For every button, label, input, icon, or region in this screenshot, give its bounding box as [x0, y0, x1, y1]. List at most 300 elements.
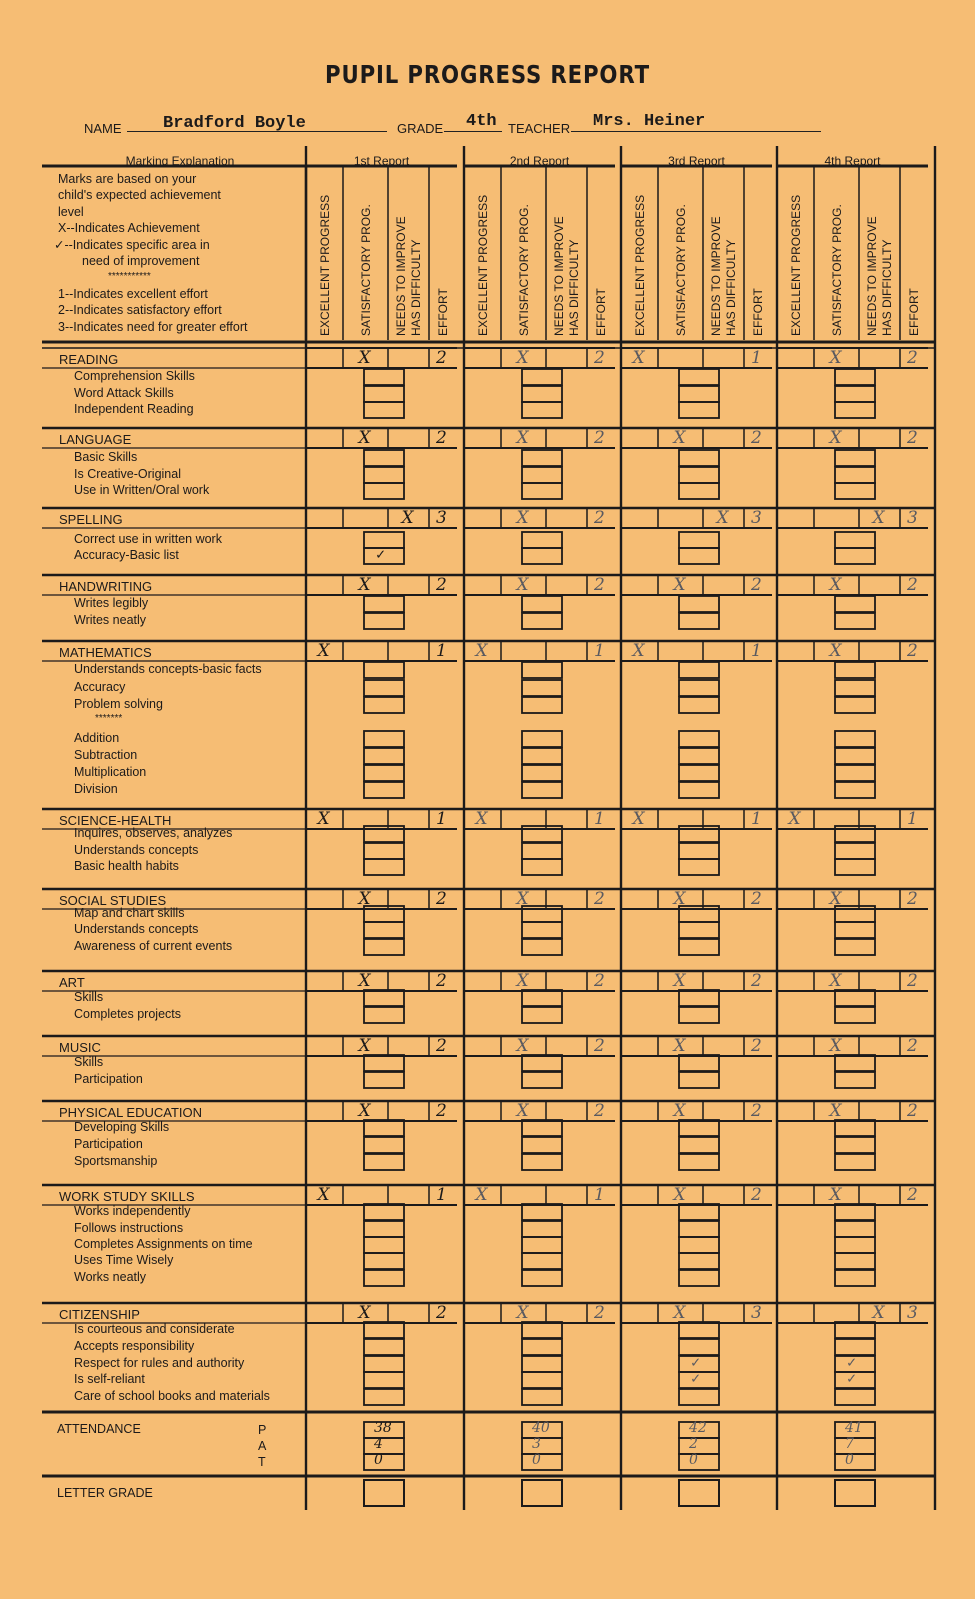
- sub-skill: Comprehension Skills: [74, 369, 195, 383]
- skill-box: [522, 782, 562, 798]
- skill-box: [679, 748, 719, 764]
- skill-box: [835, 748, 875, 764]
- report-mark: 2: [907, 889, 918, 909]
- sub-skill: Sportsmanship: [74, 1154, 158, 1168]
- sub-skill: Participation: [74, 1137, 143, 1151]
- report-mark: X: [829, 1101, 842, 1121]
- skill-box: [364, 697, 404, 713]
- report-mark: 1: [751, 809, 762, 829]
- skill-box: [364, 1154, 404, 1170]
- column-label: EFFORT: [594, 288, 608, 336]
- report-mark: 2: [907, 641, 918, 661]
- attendance-box: [679, 1454, 719, 1470]
- report-mark: 2: [436, 428, 447, 448]
- attendance-value: 0: [845, 1452, 854, 1468]
- skill-box: [364, 1356, 404, 1372]
- report-mark: X: [829, 971, 842, 991]
- report-mark: X: [516, 889, 529, 909]
- report-mark: X: [475, 1185, 488, 1205]
- sub-skill: Developing Skills: [74, 1120, 170, 1134]
- skill-box: [835, 680, 875, 696]
- report-mark: X: [475, 809, 488, 829]
- skill-box: [679, 548, 719, 564]
- marking-line: 2--Indicates satisfactory effort: [58, 303, 222, 318]
- skill-box: [522, 859, 562, 875]
- report-mark: 2: [751, 428, 762, 448]
- letter-grade-box: [679, 1480, 719, 1506]
- report-mark: X: [317, 641, 330, 661]
- sub-skill: Completes Assignments on time: [74, 1237, 253, 1251]
- sub-check-mark: ✓: [691, 1355, 701, 1372]
- skill-box: [522, 402, 562, 418]
- subject-name: HANDWRITING: [59, 579, 153, 594]
- letter-grade-box: [364, 1480, 404, 1506]
- skill-box: [522, 1137, 562, 1153]
- attendance-box: [364, 1438, 404, 1454]
- letter-grade-box: [835, 1480, 875, 1506]
- report-mark: 2: [751, 971, 762, 991]
- skill-box: [522, 748, 562, 764]
- marking-line: 1--Indicates excellent effort: [58, 286, 208, 301]
- skill-box: [679, 369, 719, 385]
- skill-box: [364, 613, 404, 629]
- skill-box: [679, 596, 719, 612]
- sub-skill: Problem solving: [74, 697, 163, 711]
- skill-box: [679, 532, 719, 548]
- column-label: EFFORT: [436, 288, 450, 336]
- report-mark: 1: [436, 1185, 447, 1205]
- teacher-underline: [571, 131, 821, 132]
- report-mark: X: [516, 575, 529, 595]
- skill-box: [679, 939, 719, 955]
- report-mark: 2: [436, 1303, 447, 1323]
- report-mark: X: [516, 348, 529, 368]
- skill-box: [835, 386, 875, 402]
- skill-box: [679, 613, 719, 629]
- skill-box: [364, 1372, 404, 1388]
- skill-box: [835, 1270, 875, 1286]
- report-mark: 2: [594, 1101, 605, 1121]
- sub-skill: Is courteous and considerate: [74, 1322, 235, 1336]
- letter-grade-label: LETTER GRADE: [57, 1486, 153, 1500]
- sub-skill: Respect for rules and authority: [74, 1356, 245, 1370]
- skill-box: [679, 843, 719, 859]
- report-mark: 2: [751, 1101, 762, 1121]
- skill-box: [835, 782, 875, 798]
- skill-box: [522, 1270, 562, 1286]
- column-label: SATISFACTORY PROG.: [673, 204, 688, 336]
- report-mark: X: [516, 1303, 529, 1323]
- skill-box: [679, 1055, 719, 1071]
- marking-line: level: [58, 204, 84, 219]
- attendance-value: 40: [532, 1420, 550, 1436]
- sub-skill: Map and chart skills: [74, 906, 185, 920]
- sub-check-mark: ✓: [376, 547, 386, 564]
- sub-skill: Independent Reading: [74, 402, 194, 416]
- report-mark: 2: [751, 1185, 762, 1205]
- skill-box: [522, 613, 562, 629]
- skill-box: [364, 990, 404, 1006]
- report-mark: X: [829, 428, 842, 448]
- skill-box: [679, 662, 719, 678]
- report-mark: 2: [907, 1036, 918, 1056]
- sub-skill: Use in Written/Oral work: [74, 483, 210, 497]
- skill-box: [522, 1237, 562, 1253]
- report-mark: X: [632, 809, 645, 829]
- skill-box: [679, 1204, 719, 1220]
- subject-name: READING: [59, 352, 119, 367]
- skill-box: [835, 1137, 875, 1153]
- skill-box: [679, 782, 719, 798]
- skill-box: [522, 450, 562, 466]
- skill-box: [835, 859, 875, 875]
- student-name: Bradford Boyle: [163, 114, 306, 133]
- skill-box: [364, 1055, 404, 1071]
- skill-box: [679, 1154, 719, 1170]
- attendance-value: 0: [374, 1452, 383, 1468]
- sub-skill: Accepts responsibility: [74, 1339, 195, 1353]
- sub-skill: Understands concepts-basic facts: [74, 662, 262, 676]
- report-mark: 2: [594, 348, 605, 368]
- subject-name: SOCIAL STUDIES: [59, 893, 167, 908]
- sub-skill: Multiplication: [74, 765, 147, 779]
- skill-box: [522, 990, 562, 1006]
- sub-skill: Basic Skills: [74, 450, 138, 464]
- skill-box: [364, 859, 404, 875]
- column-label: EXCELLENT PROGRESS: [788, 194, 803, 336]
- skill-box: [364, 1137, 404, 1153]
- grade-underline: [444, 131, 502, 132]
- skill-box: [679, 1389, 719, 1405]
- skill-box: [679, 697, 719, 713]
- report-mark: X: [358, 575, 371, 595]
- skill-box: [522, 1154, 562, 1170]
- report-mark: 1: [594, 809, 605, 829]
- column-label: EFFORT: [751, 288, 765, 336]
- column-label: NEEDS TO IMPROVE HAS DIFFICULTY: [551, 216, 581, 336]
- report-mark: 2: [594, 428, 605, 448]
- skill-box: [364, 596, 404, 612]
- marking-line: child's expected achievement: [58, 188, 221, 203]
- skill-box: [835, 939, 875, 955]
- sub-skill: Writes neatly: [74, 613, 147, 627]
- report-mark: 1: [594, 1185, 605, 1205]
- skill-box: [522, 1221, 562, 1237]
- skill-box: [522, 731, 562, 747]
- report-mark: X: [632, 348, 645, 368]
- sub-skill: Is Creative-Original: [74, 467, 181, 481]
- skill-box: [679, 467, 719, 483]
- report-mark: 2: [751, 889, 762, 909]
- sub-skill: Division: [74, 782, 118, 796]
- attendance-value: 41: [845, 1420, 863, 1436]
- attendance-code: T: [258, 1455, 266, 1469]
- report-mark: X: [673, 575, 686, 595]
- skill-box: [522, 1372, 562, 1388]
- marking-line: need of improvement: [82, 254, 200, 269]
- column-label: EXCELLENT PROGRESS: [317, 194, 332, 336]
- skill-box: [364, 1120, 404, 1136]
- report-mark: X: [475, 641, 488, 661]
- subject-name: SCIENCE-HEALTH: [59, 813, 172, 828]
- skill-box: [522, 697, 562, 713]
- report-mark: X: [829, 889, 842, 909]
- skill-box: [522, 765, 562, 781]
- attendance-value: 0: [689, 1452, 698, 1468]
- letter-grade-box: [522, 1480, 562, 1506]
- skill-box: [522, 1389, 562, 1405]
- skill-box: [835, 532, 875, 548]
- report-mark: X: [673, 971, 686, 991]
- skill-box: [364, 731, 404, 747]
- attendance-value: 3: [532, 1436, 541, 1452]
- sub-skill: Works independently: [74, 1204, 191, 1218]
- skill-box: [522, 1055, 562, 1071]
- skill-box: [679, 1137, 719, 1153]
- sub-skill: Subtraction: [74, 748, 138, 762]
- subject-name: MUSIC: [59, 1040, 101, 1055]
- skill-box: [364, 939, 404, 955]
- skill-box: [364, 922, 404, 938]
- report-mark: X: [872, 1303, 885, 1323]
- report-mark: 1: [594, 641, 605, 661]
- attendance-label: ATTENDANCE: [57, 1422, 141, 1436]
- report-mark: 1: [751, 641, 762, 661]
- attendance-value: 7: [845, 1436, 854, 1452]
- skill-box: [522, 1072, 562, 1088]
- attendance-value: 4: [374, 1436, 383, 1452]
- sub-skill: Basic health habits: [74, 859, 179, 873]
- subject-name: MATHEMATICS: [59, 645, 152, 660]
- marking-line: 3--Indicates need for greater effort: [58, 319, 248, 334]
- teacher-label: TEACHER: [508, 121, 571, 136]
- report-mark: X: [673, 889, 686, 909]
- sub-skill: Awareness of current events: [74, 939, 233, 953]
- sub-skill: Inquires, observes, analyzes: [74, 826, 233, 840]
- report-mark: 3: [907, 1303, 918, 1323]
- sub-skill: Completes projects: [74, 1007, 181, 1021]
- grade-value: 4th: [466, 112, 497, 131]
- sub-skill: Care of school books and materials: [74, 1389, 270, 1403]
- report-mark: 2: [436, 889, 447, 909]
- subject-name: LANGUAGE: [59, 432, 132, 447]
- skill-box: [679, 1270, 719, 1286]
- skill-box: [835, 1253, 875, 1269]
- sub-skill: Addition: [74, 731, 120, 745]
- report-mark: X: [829, 348, 842, 368]
- sub-skill: *******: [95, 713, 123, 724]
- skill-box: [679, 1072, 719, 1088]
- report-mark: X: [516, 1101, 529, 1121]
- report-mark: X: [673, 1303, 686, 1323]
- skill-box: [835, 1072, 875, 1088]
- report-mark: X: [673, 1036, 686, 1056]
- skill-box: [522, 662, 562, 678]
- skill-box: [679, 990, 719, 1006]
- skill-box: [364, 1270, 404, 1286]
- report-mark: 2: [436, 1036, 447, 1056]
- report-mark: 1: [436, 809, 447, 829]
- skill-box: [364, 467, 404, 483]
- attendance-value: 2: [689, 1436, 698, 1452]
- report-mark: 2: [907, 1101, 918, 1121]
- name-label: NAME: [84, 121, 122, 136]
- skill-box: [364, 782, 404, 798]
- report-mark: 2: [436, 1101, 447, 1121]
- subject-name: ART: [59, 975, 85, 990]
- sub-skill: Writes legibly: [74, 596, 149, 610]
- report-mark: X: [358, 971, 371, 991]
- skill-box: [522, 532, 562, 548]
- skill-box: [835, 402, 875, 418]
- column-label: EXCELLENT PROGRESS: [475, 194, 490, 336]
- report-mark: 2: [594, 508, 605, 528]
- sub-skill: Correct use in written work: [74, 532, 222, 546]
- report-mark: X: [673, 1101, 686, 1121]
- report-header-1: 1st Report: [353, 154, 410, 168]
- skill-box: [364, 748, 404, 764]
- attendance-box: [364, 1454, 404, 1470]
- attendance-box: [679, 1438, 719, 1454]
- report-mark: X: [358, 889, 371, 909]
- report-mark: X: [673, 428, 686, 448]
- skill-box: [364, 843, 404, 859]
- report-mark: X: [516, 1036, 529, 1056]
- report-mark: 2: [436, 575, 447, 595]
- report-mark: X: [673, 1185, 686, 1205]
- report-mark: X: [317, 1185, 330, 1205]
- report-mark: X: [829, 641, 842, 661]
- marking-explanation: [54, 171, 248, 335]
- skill-box: [522, 548, 562, 564]
- report-header-3: 3rd Report: [668, 154, 725, 168]
- skill-box: [835, 450, 875, 466]
- skill-box: [522, 1120, 562, 1136]
- report-mark: X: [516, 428, 529, 448]
- sub-skill: Skills: [74, 990, 104, 1004]
- skill-box: [364, 1007, 404, 1023]
- column-label: SATISFACTORY PROG.: [358, 204, 373, 336]
- report-mark: X: [358, 1036, 371, 1056]
- report-mark: X: [358, 428, 371, 448]
- skill-box: [364, 765, 404, 781]
- sub-skill: Follows instructions: [74, 1221, 184, 1235]
- skill-box: [835, 922, 875, 938]
- report-mark: 2: [907, 428, 918, 448]
- report-mark: X: [516, 508, 529, 528]
- report-mark: X: [829, 1036, 842, 1056]
- report-mark: 3: [907, 508, 918, 528]
- report-mark: 2: [907, 971, 918, 991]
- report-mark: X: [358, 1303, 371, 1323]
- skill-box: [364, 483, 404, 499]
- subject-name: WORK STUDY SKILLS: [59, 1189, 195, 1204]
- attendance-value: 38: [374, 1420, 392, 1436]
- column-label: SATISFACTORY PROG.: [516, 204, 531, 336]
- report-mark: X: [829, 1185, 842, 1205]
- skill-box: [835, 596, 875, 612]
- skill-box: [835, 843, 875, 859]
- report-mark: 3: [436, 508, 447, 528]
- skill-box: [835, 369, 875, 385]
- sub-skill: Accuracy: [74, 680, 126, 694]
- report-mark: X: [788, 809, 801, 829]
- attendance-value: 0: [532, 1452, 541, 1468]
- skill-box: [522, 1204, 562, 1220]
- attendance-box: [522, 1454, 562, 1470]
- report-mark: X: [358, 348, 371, 368]
- skill-box: [835, 1055, 875, 1071]
- attendance-value: 42: [689, 1420, 707, 1436]
- skill-box: [522, 596, 562, 612]
- skill-box: [364, 1072, 404, 1088]
- skill-box: [364, 1253, 404, 1269]
- report-mark: X: [716, 508, 729, 528]
- skill-box: [364, 1389, 404, 1405]
- skill-box: [679, 1221, 719, 1237]
- skill-box: [522, 843, 562, 859]
- report-mark: 3: [751, 1303, 762, 1323]
- skill-box: [835, 483, 875, 499]
- skill-box: [364, 1221, 404, 1237]
- sub-skill: Skills: [74, 1055, 104, 1069]
- report-mark: X: [401, 508, 414, 528]
- sub-skill: Understands concepts: [74, 922, 199, 936]
- subject-name: PHYSICAL EDUCATION: [59, 1105, 203, 1120]
- report-mark: 2: [594, 889, 605, 909]
- attendance-box: [835, 1454, 875, 1470]
- column-label: SATISFACTORY PROG.: [829, 204, 844, 336]
- report-header-2: 2nd Report: [509, 154, 570, 168]
- skill-box: [835, 548, 875, 564]
- skill-box: [835, 697, 875, 713]
- grade-label: GRADE: [397, 121, 444, 136]
- report-mark: X: [829, 575, 842, 595]
- column-label: EFFORT: [907, 288, 921, 336]
- column-label: NEEDS TO IMPROVE HAS DIFFICULTY: [708, 216, 738, 336]
- skill-box: [679, 731, 719, 747]
- skill-box: [522, 483, 562, 499]
- skill-box: [364, 1339, 404, 1355]
- report-header-4: 4th Report: [824, 154, 881, 168]
- marking-line: X--Indicates Achievement: [58, 221, 200, 236]
- report-mark: 1: [907, 809, 918, 829]
- skill-box: [522, 1007, 562, 1023]
- skill-box: [522, 386, 562, 402]
- report-mark: 2: [436, 348, 447, 368]
- sub-skill: Understands concepts: [74, 843, 199, 857]
- skill-box: [679, 1237, 719, 1253]
- sub-skill: Participation: [74, 1072, 143, 1086]
- report-mark: 2: [594, 971, 605, 991]
- subject-name: CITIZENSHIP: [59, 1307, 140, 1322]
- skill-box: [835, 990, 875, 1006]
- sub-skill: Uses Time Wisely: [74, 1253, 174, 1267]
- skill-box: [679, 922, 719, 938]
- report-mark: X: [317, 809, 330, 829]
- report-mark: 2: [436, 971, 447, 991]
- skill-box: [835, 613, 875, 629]
- report-mark: 3: [751, 508, 762, 528]
- skill-box: [364, 680, 404, 696]
- skill-box: [679, 680, 719, 696]
- skill-box: [835, 1007, 875, 1023]
- skill-box: [522, 939, 562, 955]
- skill-box: [364, 1204, 404, 1220]
- skill-box: [835, 1322, 875, 1338]
- skill-box: [522, 1356, 562, 1372]
- skill-box: [679, 483, 719, 499]
